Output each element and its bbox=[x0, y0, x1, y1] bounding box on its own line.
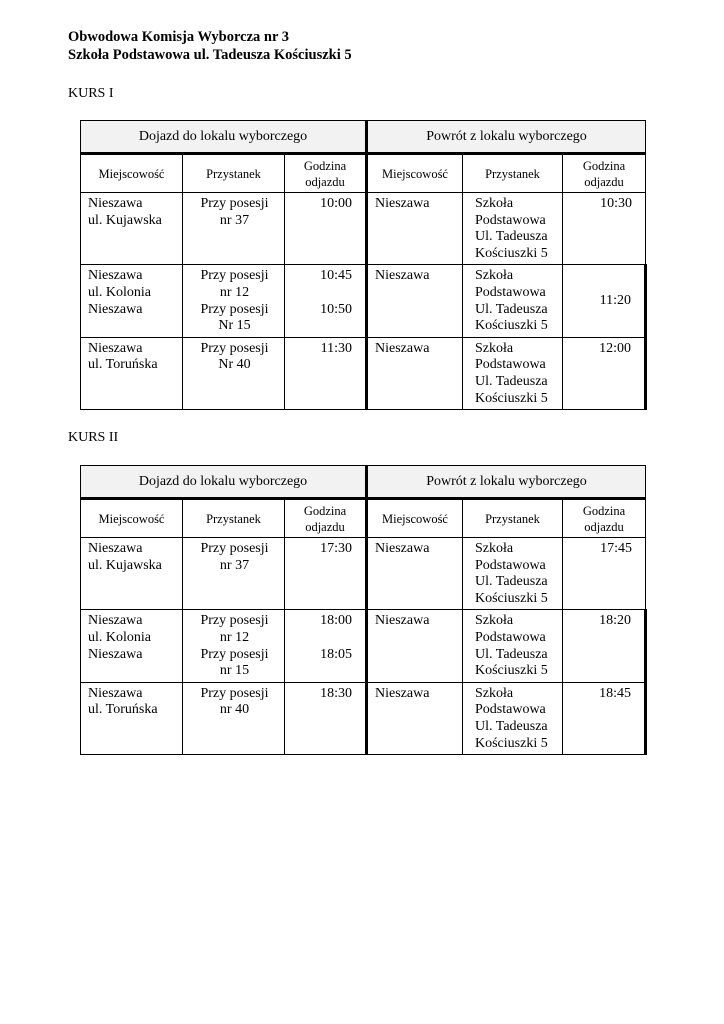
table-row bbox=[81, 265, 646, 337]
col-return-town: Miejscowość bbox=[367, 499, 463, 538]
return-stop-line: Podstawowa bbox=[475, 702, 546, 718]
col-time bbox=[285, 154, 367, 193]
school-address: Szkoła Podstawowa ul. Tadeusza Kościuszki 5 bbox=[68, 47, 352, 63]
table-row bbox=[81, 337, 646, 409]
return-stop-line: Szkoła bbox=[475, 685, 514, 701]
stop-cell bbox=[183, 683, 284, 721]
col-stop: Przystanek bbox=[183, 154, 285, 193]
return-stop-line: Ul. Tadeusza bbox=[475, 574, 548, 590]
town-line: Nieszawa bbox=[88, 301, 143, 317]
return-stop-line: Ul. Tadeusza bbox=[475, 646, 548, 662]
town-line: ul. Kolonia bbox=[88, 629, 151, 645]
col-time-l2: odjazdu bbox=[305, 174, 345, 189]
town-line: Nieszawa bbox=[88, 340, 143, 356]
town-cell bbox=[81, 338, 182, 376]
col-return-time-l1: Godzina bbox=[582, 158, 626, 173]
stop-line: Przy posesji bbox=[200, 685, 269, 701]
return-stop-cell bbox=[463, 265, 562, 336]
return-town-cell: Nieszawa bbox=[375, 340, 430, 356]
town-line: ul. Kujawska bbox=[88, 557, 162, 573]
col-time bbox=[285, 499, 367, 538]
return-stop-line: Ul. Tadeusza bbox=[475, 301, 548, 317]
outbound-header: Dojazd do lokalu wyborczego bbox=[81, 466, 367, 499]
return-time-cell: 10:30 bbox=[600, 196, 633, 211]
col-return-time-l2: odjazdu bbox=[584, 519, 624, 534]
time-cell bbox=[285, 265, 365, 320]
col-return-time bbox=[563, 154, 646, 193]
return-stop-line: Kościuszki 5 bbox=[475, 735, 548, 751]
town-line: ul. Toruńska bbox=[88, 357, 158, 373]
stop-line: Przy posesji bbox=[200, 301, 269, 317]
stop-cell bbox=[183, 610, 284, 681]
col-return-time-l1: Godzina bbox=[582, 503, 626, 518]
stop-line: Przy posesji bbox=[200, 340, 269, 356]
kurs-2-table bbox=[80, 465, 647, 755]
return-stop-line: Szkoła bbox=[475, 340, 514, 356]
return-stop-line: Ul. Tadeusza bbox=[475, 229, 548, 245]
time-cell: 10:00 bbox=[320, 196, 352, 211]
col-return-time bbox=[563, 499, 646, 538]
time-value: 10:45 bbox=[320, 268, 352, 284]
town-line: ul. Kolonia bbox=[88, 284, 151, 300]
stop-line: Przy posesji bbox=[200, 541, 269, 556]
kurs-1-table bbox=[80, 120, 647, 410]
stop-line: Przy posesji bbox=[200, 613, 269, 629]
return-stop-cell bbox=[463, 193, 562, 264]
return-time-cell: 18:20 bbox=[599, 613, 632, 629]
stop-line: Przy posesji bbox=[200, 646, 269, 662]
stop-cell bbox=[183, 265, 284, 336]
stop-line: Przy posesji bbox=[200, 268, 269, 284]
return-stop-line: Podstawowa bbox=[475, 284, 546, 300]
return-stop-line: Kościuszki 5 bbox=[475, 318, 548, 334]
outbound-header: Dojazd do lokalu wyborczego bbox=[81, 121, 367, 154]
stop-line: Nr 15 bbox=[218, 318, 251, 334]
col-stop: Przystanek bbox=[183, 499, 285, 538]
time-cell bbox=[285, 610, 365, 665]
table-row bbox=[81, 193, 646, 265]
return-stop-line: Podstawowa bbox=[475, 557, 546, 573]
table-row bbox=[81, 610, 646, 682]
time-cell: 11:30 bbox=[320, 340, 352, 356]
time-value: 18:05 bbox=[320, 646, 352, 662]
return-stop-line: Ul. Tadeusza bbox=[475, 718, 548, 734]
stop-cell bbox=[183, 538, 284, 576]
stop-line: nr 40 bbox=[219, 702, 250, 718]
stop-line: nr 12 bbox=[219, 629, 250, 645]
town-line: Nieszawa bbox=[88, 685, 143, 701]
town-cell bbox=[81, 683, 182, 721]
col-return-time-l2: odjazdu bbox=[584, 174, 624, 189]
town-line: ul. Kujawska bbox=[88, 212, 162, 228]
return-stop-line: Kościuszki 5 bbox=[475, 245, 548, 261]
stop-line: Nr 40 bbox=[218, 357, 251, 373]
return-stop-line: Kościuszki 5 bbox=[475, 390, 548, 406]
return-stop-cell bbox=[463, 338, 562, 409]
committee-title: Obwodowa Komisja Wyborcza nr 3 bbox=[68, 29, 290, 45]
time-cell: 17:30 bbox=[320, 541, 352, 556]
return-town-cell: Nieszawa bbox=[375, 685, 430, 701]
return-town-cell: Nieszawa bbox=[375, 613, 430, 629]
col-return-stop: Przystanek bbox=[463, 154, 563, 193]
time-cell: 18:30 bbox=[320, 685, 352, 701]
stop-line: nr 37 bbox=[219, 212, 250, 228]
return-town-cell: Nieszawa bbox=[375, 541, 430, 556]
return-time-cell: 18:45 bbox=[599, 685, 632, 701]
col-return-stop: Przystanek bbox=[463, 499, 563, 538]
return-header: Powrót z lokalu wyborczego bbox=[367, 466, 646, 499]
return-header: Powrót z lokalu wyborczego bbox=[367, 121, 646, 154]
return-stop-line: Podstawowa bbox=[475, 629, 546, 645]
town-line: ul. Toruńska bbox=[88, 702, 158, 718]
return-time-cell: 12:00 bbox=[599, 340, 632, 356]
return-town-cell: Nieszawa bbox=[375, 268, 430, 284]
return-stop-cell bbox=[463, 538, 562, 609]
col-time-l1: Godzina bbox=[303, 158, 347, 173]
return-time-cell: 17:45 bbox=[600, 541, 633, 556]
town-line: Nieszawa bbox=[88, 646, 143, 662]
return-stop-line: Szkoła bbox=[475, 196, 514, 211]
stop-line: Przy posesji bbox=[200, 196, 269, 211]
town-cell bbox=[81, 610, 182, 665]
return-stop-line: Podstawowa bbox=[475, 212, 546, 228]
return-stop-cell bbox=[463, 610, 562, 681]
return-stop-line: Szkoła bbox=[475, 613, 514, 629]
return-stop-line: Ul. Tadeusza bbox=[475, 373, 548, 389]
town-cell bbox=[81, 193, 182, 231]
time-value: 10:50 bbox=[320, 301, 352, 317]
stop-line: nr 15 bbox=[219, 663, 250, 679]
table-row bbox=[81, 682, 646, 754]
col-town: Miejscowość bbox=[81, 499, 183, 538]
return-stop-line: Kościuszki 5 bbox=[475, 590, 548, 606]
return-time-cell: 11:20 bbox=[599, 293, 632, 309]
col-town: Miejscowość bbox=[81, 154, 183, 193]
town-cell bbox=[81, 265, 182, 320]
return-stop-line: Kościuszki 5 bbox=[475, 663, 548, 679]
stop-cell bbox=[183, 338, 284, 376]
col-time-l1: Godzina bbox=[303, 503, 347, 518]
return-stop-cell bbox=[463, 683, 562, 754]
stop-line: nr 37 bbox=[219, 557, 250, 573]
town-line: Nieszawa bbox=[88, 613, 143, 629]
town-line: Nieszawa bbox=[88, 541, 143, 556]
kurs-2-label: KURS II bbox=[68, 430, 119, 445]
kurs-1-label: KURS I bbox=[68, 86, 114, 101]
col-time-l2: odjazdu bbox=[305, 519, 345, 534]
stop-cell bbox=[183, 193, 284, 231]
time-value: 18:00 bbox=[320, 613, 352, 629]
return-stop-line: Podstawowa bbox=[475, 357, 546, 373]
return-stop-line: Szkoła bbox=[475, 268, 514, 284]
town-cell bbox=[81, 538, 182, 576]
stop-line: nr 12 bbox=[219, 284, 250, 300]
town-line: Nieszawa bbox=[88, 268, 143, 284]
return-town-cell: Nieszawa bbox=[375, 196, 430, 211]
town-line: Nieszawa bbox=[88, 196, 143, 211]
return-stop-line: Szkoła bbox=[475, 541, 514, 556]
table-row bbox=[81, 538, 646, 610]
col-return-town: Miejscowość bbox=[367, 154, 463, 193]
